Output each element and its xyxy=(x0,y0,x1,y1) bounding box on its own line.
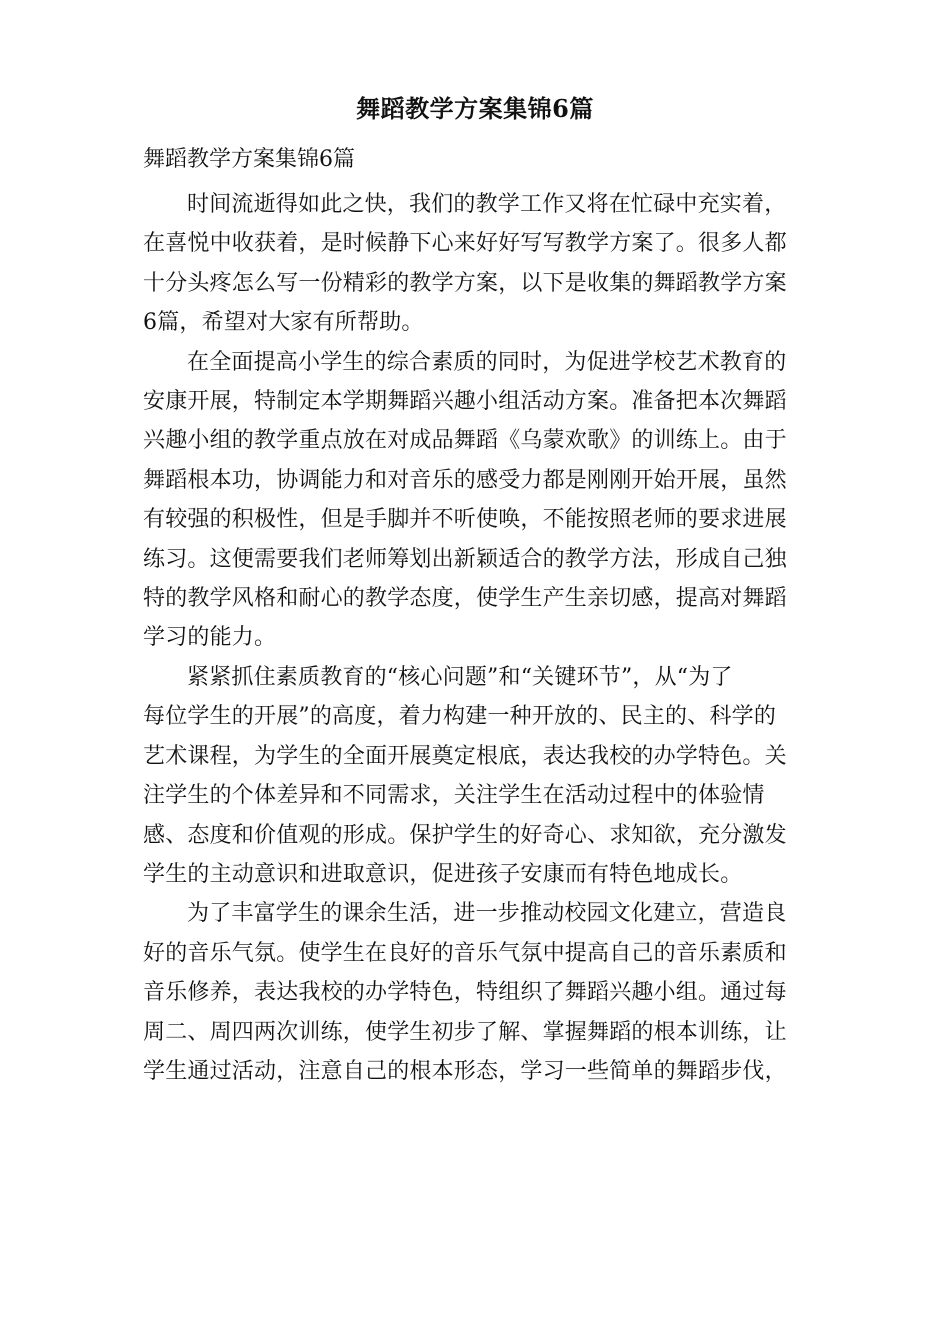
text-line: 安康开展，特制定本学期舞蹈兴趣小组活动方案。准备把本次舞蹈 xyxy=(143,389,787,415)
text-line: 学生的主动意识和进取意识，促进孩子安康而有特色地成长。 xyxy=(143,861,743,887)
text-line: 注学生的个体差异和不同需求，关注学生在活动过程中的体验情 xyxy=(143,783,765,809)
text-line: 学习的能力。 xyxy=(143,625,277,651)
text-line: 在喜悦中收获着，是时候静下心来好好写写教学方案了。很多人都 xyxy=(143,231,787,257)
document-subtitle: 舞蹈教学方案集锦6篇 xyxy=(143,147,355,172)
paragraph xyxy=(143,658,803,894)
text-line: 有较强的积极性，但是手脚并不听使唤，不能按照老师的要求进展 xyxy=(143,507,787,533)
document-body xyxy=(143,185,803,1091)
text-line: 学生通过活动，注意自己的根本形态，学习一些简单的舞蹈步伐， xyxy=(143,1058,787,1084)
paragraph xyxy=(143,185,803,343)
document-title: 舞蹈教学方案集锦6篇 xyxy=(356,94,594,123)
text-line: 十分头疼怎么写一份精彩的教学方案，以下是收集的舞蹈教学方案 xyxy=(143,270,787,296)
text-line: 艺术课程，为学生的全面开展奠定根底，表达我校的办学特色。关 xyxy=(143,743,787,769)
text-line: 音乐修养，表达我校的办学特色，特组织了舞蹈兴趣小组。通过每 xyxy=(143,980,787,1006)
paragraph xyxy=(143,894,803,1091)
text-line: 感、态度和价值观的形成。保护学生的好奇心、求知欲，充分激发 xyxy=(143,822,787,848)
text-line: 周二、周四两次训练，使学生初步了解、掌握舞蹈的根本训练，让 xyxy=(143,1019,787,1045)
text-line: 好的音乐气氛。使学生在良好的音乐气氛中提高自己的音乐素质和 xyxy=(143,940,787,966)
text-line: 每位学生的开展”的高度，着力构建一种开放的、民主的、科学的 xyxy=(143,704,777,730)
text-line: 舞蹈根本功，协调能力和对音乐的感受力都是刚刚开始开展，虽然 xyxy=(143,467,787,493)
text-line: 在全面提高小学生的综合素质的同时，为促进学校艺术教育的 xyxy=(187,349,787,375)
text-line: 特的教学风格和耐心的教学态度，使学生产生亲切感，提高对舞蹈 xyxy=(143,586,787,612)
paragraph xyxy=(143,343,803,658)
text-line: 练习。这便需要我们老师筹划出新颖适合的教学方法，形成自己独 xyxy=(143,546,787,572)
text-line: 时间流逝得如此之快，我们的教学工作又将在忙碌中充实着， xyxy=(187,192,787,217)
text-line: 兴趣小组的教学重点放在对成品舞蹈《乌蒙欢歌》的训练上。由于 xyxy=(143,428,787,454)
text-line: 紧紧抓住素质教育的“核心问题”和“关键环节”，从“为了 xyxy=(187,664,733,690)
text-line: 6篇，希望对大家有所帮助。 xyxy=(143,310,424,336)
text-line: 为了丰富学生的课余生活，进一步推动校园文化建立，营造良 xyxy=(187,901,787,927)
